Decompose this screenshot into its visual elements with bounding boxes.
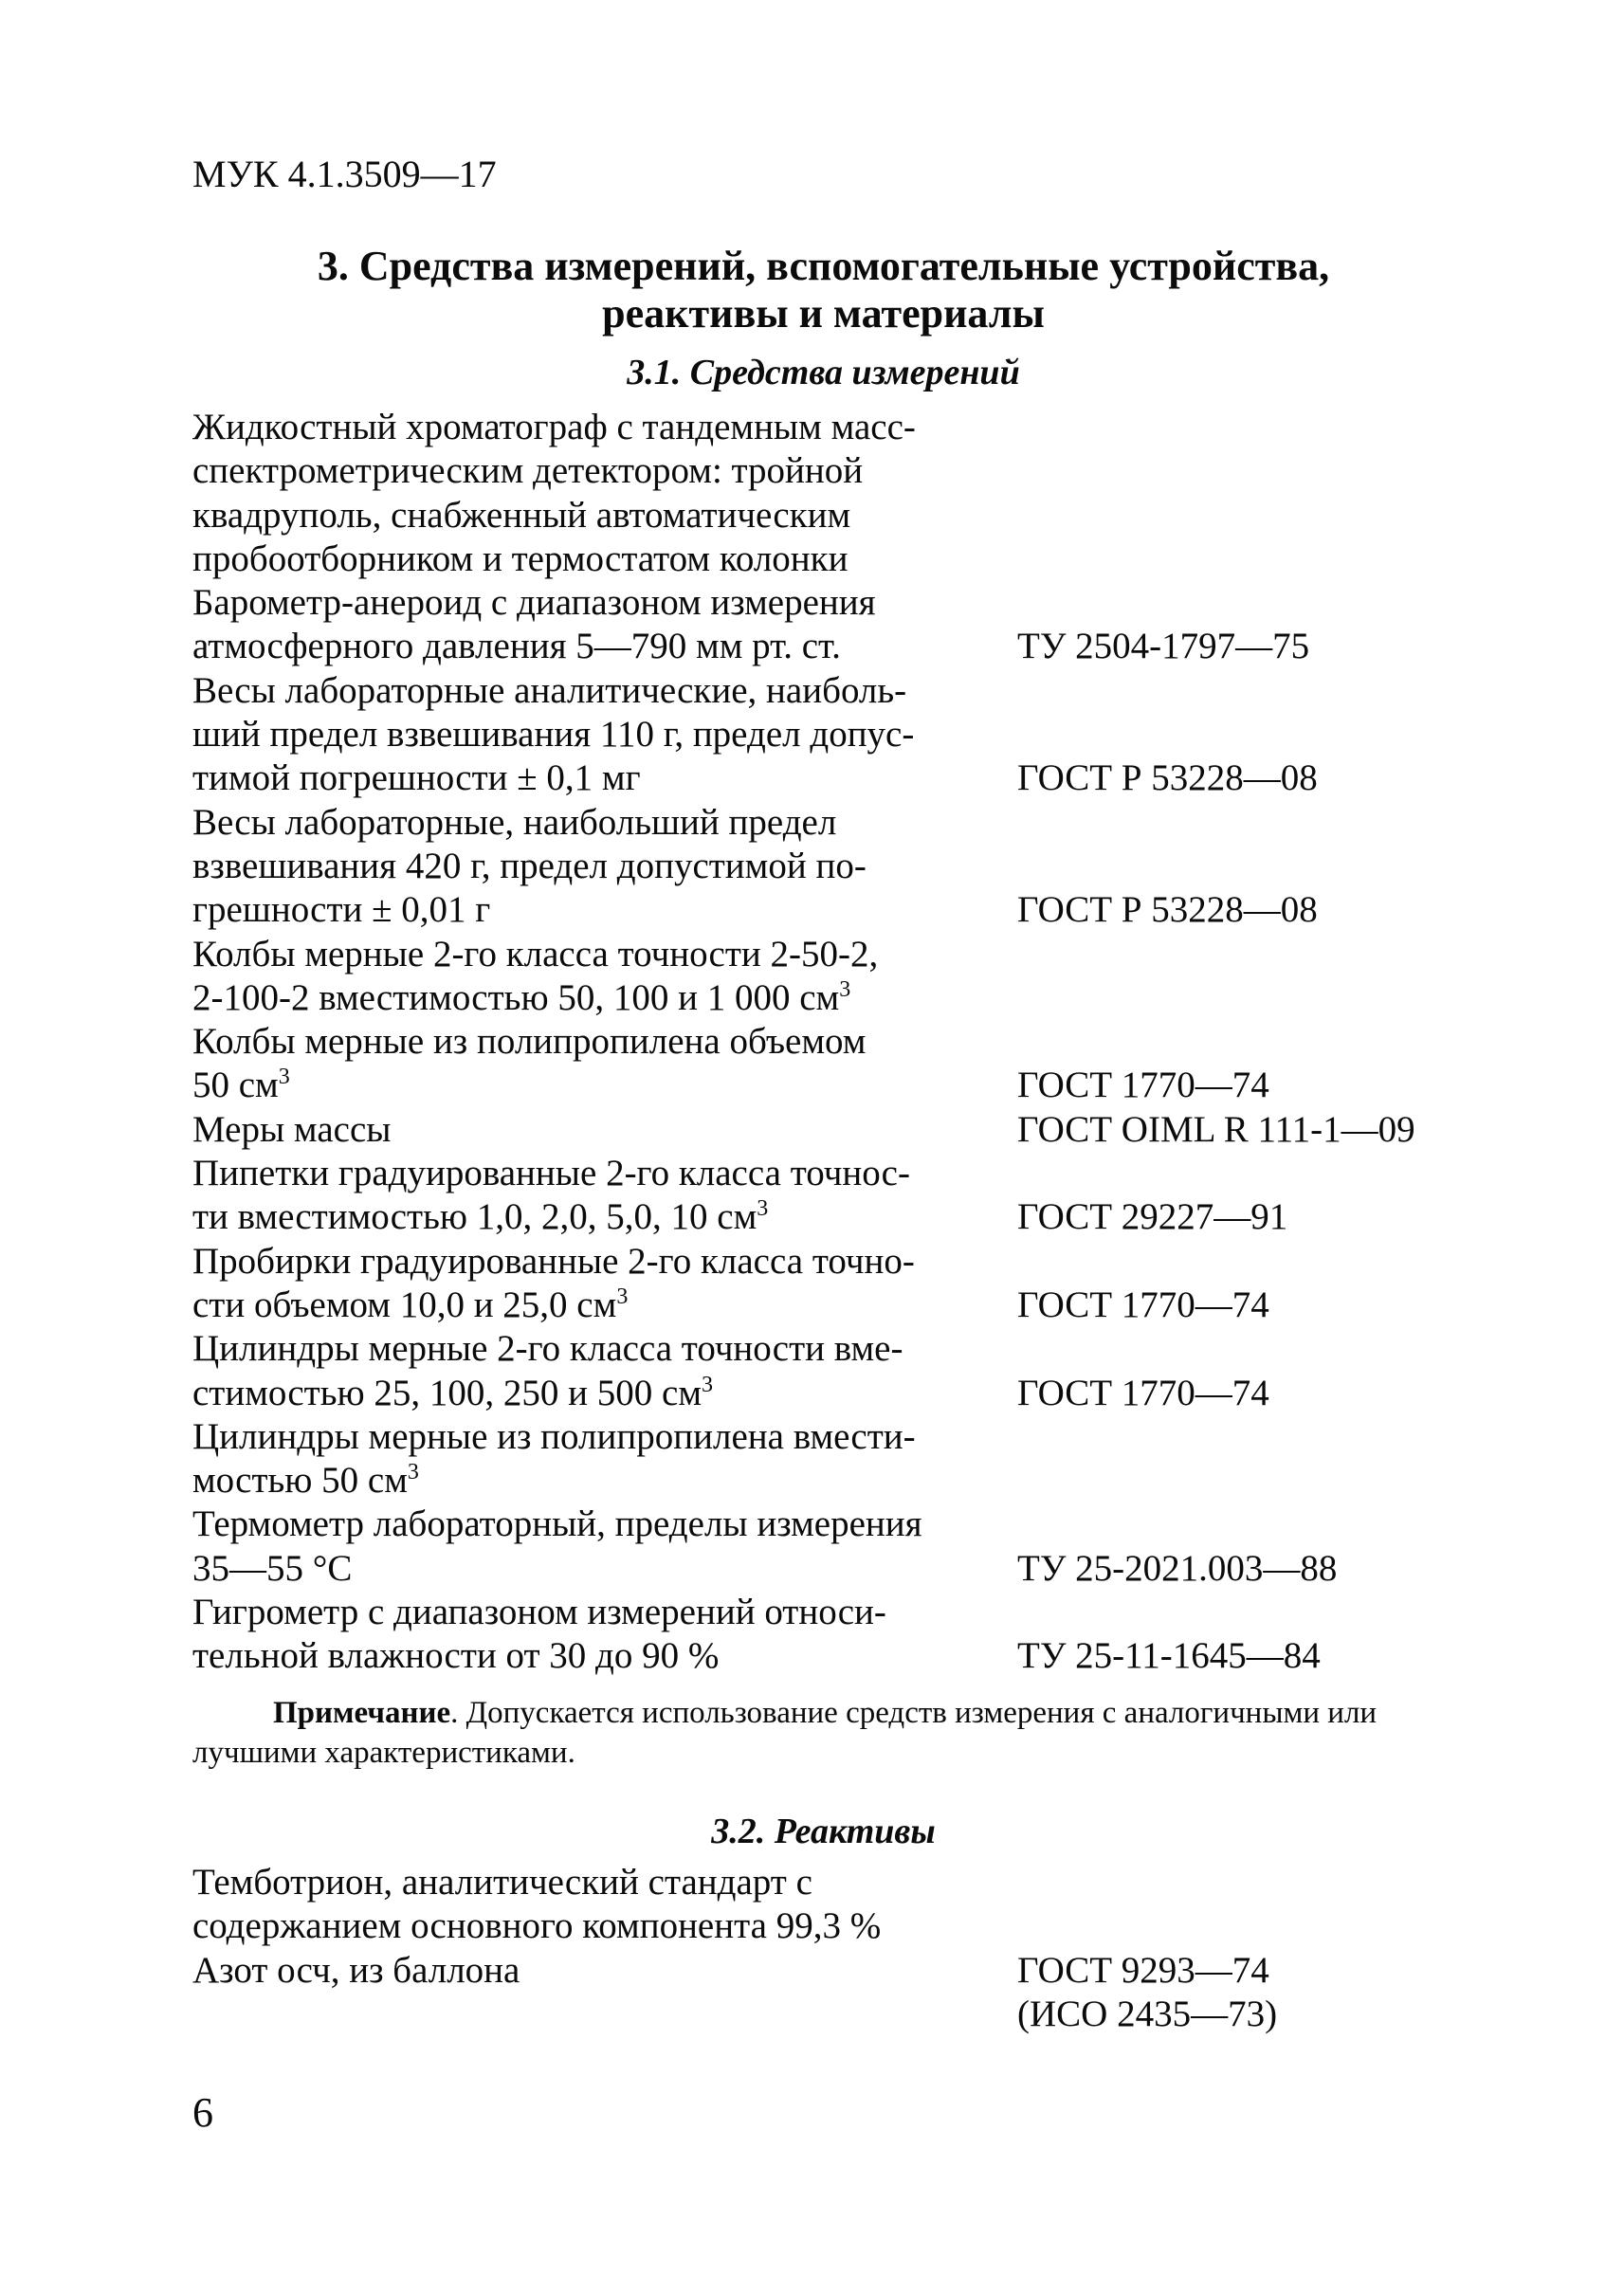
item-description — [192, 1861, 1017, 1949]
item-description-line — [192, 1547, 1017, 1591]
note-text: . Допускается использование средств измерения с аналогичными или лучшими характеристиками. — [192, 1696, 1378, 1770]
item-description — [192, 1108, 1017, 1152]
item-description-line — [192, 976, 1017, 1020]
note-paragraph — [192, 1693, 1439, 1773]
item-standard-code: ГОСТ OIML R 111-1—09 — [1017, 1108, 1415, 1150]
item-description-text: 35—55 °С — [192, 1547, 353, 1589]
item-description-text: 50 см — [192, 1065, 279, 1106]
list-item — [192, 1327, 1472, 1415]
section-3-1-title: 3.1. Средства измерений — [627, 353, 1020, 392]
item-description-line — [192, 406, 1017, 449]
item-description-text: Весы лабораторные, наибольший предел — [192, 801, 837, 843]
unit-superscript: 3 — [407, 1460, 419, 1485]
item-standard-code: ТУ 2504-1797—75 — [1017, 626, 1310, 667]
item-description-line — [192, 494, 1017, 537]
item-standard — [1017, 1195, 1287, 1239]
list-item — [192, 581, 1472, 669]
list-item — [192, 1503, 1472, 1591]
item-description — [192, 669, 1017, 801]
item-description-line — [192, 1634, 1017, 1678]
item-description-line — [192, 801, 1017, 845]
item-description-line — [192, 1195, 1017, 1239]
list-item — [192, 669, 1472, 801]
item-description-line — [192, 1415, 1017, 1459]
item-description-text: 2-100-2 вместимостью 50, 100 и 1 000 см — [192, 976, 840, 1018]
list-item — [192, 1152, 1472, 1240]
item-description — [192, 1949, 1017, 1993]
item-description-text: Темботрион, аналитический стандарт с — [192, 1862, 812, 1903]
item-description-text: ти вместимостью 1,0, 2,0, 5,0, 10 см — [192, 1196, 757, 1238]
item-description-line — [192, 1240, 1017, 1284]
item-standard-code: ГОСТ 1770—74 — [1017, 1065, 1269, 1106]
item-standard-code: ГОСТ Р 53228—08 — [1017, 889, 1318, 931]
item-description-line — [192, 625, 1017, 668]
reagents-list — [192, 1861, 1472, 2036]
list-item — [192, 1861, 1472, 1949]
item-description-line — [192, 1861, 1017, 1904]
item-description-line — [192, 537, 1017, 581]
item-description-line — [192, 1904, 1017, 1948]
item-standard — [1017, 1064, 1269, 1107]
list-item — [192, 1240, 1472, 1328]
item-standard — [1017, 1108, 1415, 1152]
item-standard-code-secondary: (ИСО 2435—73) — [1017, 1993, 1278, 2034]
item-description-text: Жидкостный хроматограф с тандемным масс- — [192, 407, 916, 447]
item-standard — [1017, 1634, 1321, 1678]
item-description-line — [192, 1327, 1017, 1371]
item-description-text: тимой погрешности ± 0,1 мг — [192, 757, 641, 799]
item-description — [192, 406, 1017, 581]
item-standard — [1017, 1547, 1337, 1591]
section-3-title-line-1: 3. Средства измерений, вспомогательные устройства, — [317, 243, 1330, 289]
item-description-line — [192, 1591, 1017, 1634]
note-label: Примечание — [273, 1696, 451, 1730]
item-description-text: квадруполь, снабженный автоматическим — [192, 494, 851, 536]
item-description — [192, 1415, 1017, 1503]
item-spacer — [192, 1993, 1017, 2036]
item-description — [192, 801, 1017, 933]
list-item — [192, 1108, 1472, 1152]
list-item — [192, 1949, 1472, 1993]
item-description — [192, 1591, 1017, 1679]
list-item — [192, 801, 1472, 933]
section-3-title-line-2: реактивы и материалы — [602, 290, 1045, 337]
item-standard-code: ГОСТ 9293—74 — [1017, 1949, 1269, 1991]
section-3-2-title: 3.2. Реактивы — [711, 1812, 936, 1851]
item-description-text: Колбы мерные из полипропилена объемом — [192, 1021, 867, 1063]
list-item — [192, 1591, 1472, 1679]
item-description-line — [192, 888, 1017, 932]
item-description-text: сти объемом 10,0 и 25,0 см — [192, 1284, 617, 1325]
item-standard — [1017, 756, 1318, 800]
item-description-line — [192, 933, 1017, 976]
item-standard — [1017, 625, 1309, 668]
item-standard-code: ГОСТ 1770—74 — [1017, 1284, 1269, 1325]
item-description-line — [192, 449, 1017, 493]
unit-superscript: 3 — [702, 1372, 714, 1397]
item-description-text: Цилиндры мерные из полипропилена вмести- — [192, 1415, 916, 1457]
list-item-continuation — [192, 1993, 1472, 2036]
item-description-line — [192, 845, 1017, 888]
item-description — [192, 933, 1017, 1021]
item-description-line — [192, 1152, 1017, 1195]
list-item — [192, 406, 1472, 581]
list-item — [192, 1020, 1472, 1108]
item-description-text: ший предел взвешивания 110 г, предел допус- — [192, 714, 915, 756]
item-description — [192, 1020, 1017, 1108]
item-description-text: атмосферного давления 5—790 мм рт. ст. — [192, 626, 841, 667]
item-standard — [1017, 1284, 1269, 1327]
item-description-text: мостью 50 см — [192, 1460, 408, 1502]
item-description-text: Меры массы — [192, 1108, 392, 1150]
item-description-line — [192, 1064, 1017, 1107]
item-standard-code: ГОСТ Р 53228—08 — [1017, 757, 1318, 799]
item-standard-code: ТУ 25-11-1645—84 — [1017, 1635, 1321, 1677]
measuring-instruments-list — [192, 406, 1472, 1679]
list-item — [192, 933, 1472, 1021]
item-standard-code: ГОСТ 29227—91 — [1017, 1196, 1288, 1238]
item-description-line — [192, 1108, 1017, 1152]
document-code-header: МУК 4.1.3509—17 — [192, 153, 497, 195]
item-description — [192, 1240, 1017, 1328]
item-description — [192, 1503, 1017, 1591]
item-description — [192, 1152, 1017, 1240]
item-description-line — [192, 1020, 1017, 1064]
item-description-text: спектрометрическим детектором: тройной — [192, 450, 864, 492]
item-description-text: тельной влажности от 30 до 90 % — [192, 1635, 720, 1677]
item-description-line — [192, 1459, 1017, 1503]
item-description — [192, 581, 1017, 669]
item-description-line — [192, 1949, 1017, 1993]
item-description-text: Барометр-анероид с диапазоном измерения — [192, 582, 876, 624]
item-description-text: пробоотборником и термостатом колонки — [192, 537, 848, 579]
item-description-line — [192, 713, 1017, 756]
item-description-text: Термометр лабораторный, пределы измерения — [192, 1503, 922, 1545]
unit-superscript: 3 — [839, 976, 851, 1002]
item-standard — [1017, 888, 1318, 932]
item-description-line — [192, 1503, 1017, 1546]
item-description-line — [192, 756, 1017, 800]
item-description-line — [192, 669, 1017, 713]
item-standard — [1017, 1372, 1269, 1415]
item-description-text: Пипетки градуированные 2-го класса точнос- — [192, 1153, 910, 1194]
item-standard-code: ТУ 25-2021.003—88 — [1017, 1547, 1338, 1589]
page-number: 6 — [192, 2089, 213, 2136]
item-description-line — [192, 581, 1017, 625]
item-description-line — [192, 1284, 1017, 1327]
item-standard — [1017, 1949, 1269, 1993]
item-description-text: Гигрометр с диапазоном измерений относи- — [192, 1592, 886, 1633]
list-item — [192, 1415, 1472, 1503]
item-description-text: стимостью 25, 100, 250 и 500 см — [192, 1372, 703, 1413]
item-description-text: взвешивания 420 г, предел допустимой по- — [192, 845, 867, 886]
unit-superscript: 3 — [757, 1196, 769, 1222]
item-description-text: Цилиндры мерные 2-го класса точности вме- — [192, 1328, 903, 1370]
item-description-text: грешности ± 0,01 г — [192, 889, 491, 931]
item-description-text: Колбы мерные 2-го класса точности 2-50-2, — [192, 933, 879, 974]
item-description-text: Весы лабораторные аналитические, наиболь- — [192, 669, 907, 711]
item-description-text: Азот осч, из баллона — [192, 1949, 520, 1991]
item-standard-code: ГОСТ 1770—74 — [1017, 1372, 1269, 1413]
item-description — [192, 1327, 1017, 1415]
unit-superscript: 3 — [616, 1284, 629, 1309]
item-description-text: содержанием основного компонента 99,3 % — [192, 1905, 882, 1947]
item-description-line — [192, 1372, 1017, 1415]
unit-superscript: 3 — [278, 1065, 290, 1090]
item-description-text: Пробирки градуированные 2-го класса точно- — [192, 1240, 915, 1282]
